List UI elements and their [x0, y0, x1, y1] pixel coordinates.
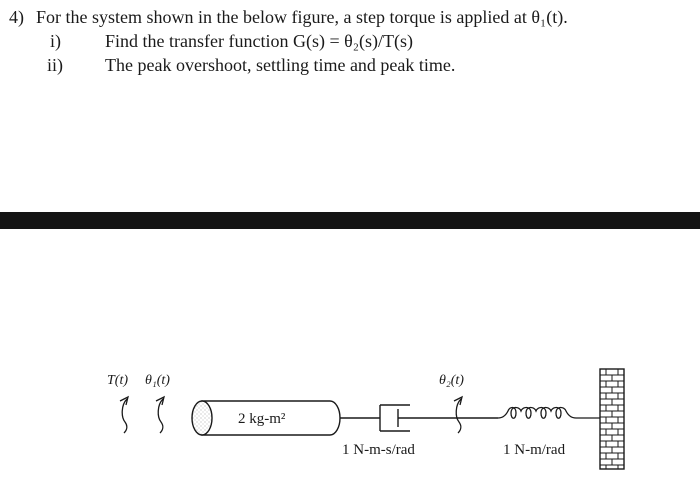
separator-bar: [0, 212, 700, 229]
torque-label: T(t): [107, 373, 128, 388]
question-number: 4): [9, 7, 24, 27]
question-block: [0, 0, 700, 90]
part-i-marker: i): [50, 31, 61, 51]
theta1-label: θ₁(t): [145, 373, 170, 388]
spring-label: 1 N-m/rad: [503, 442, 566, 458]
mechanical-system-figure: [0, 229, 700, 480]
question-text: For the system shown in the below figure, a step torque is applied at θ₁(t).: [36, 7, 568, 27]
damper-label: 1 N-m-s/rad: [342, 442, 415, 458]
damper-icon: [380, 405, 424, 431]
part-ii-marker: ii): [47, 55, 63, 75]
theta2-arrow-icon: [454, 397, 462, 433]
fixed-wall-icon: [600, 369, 624, 469]
part-ii-text: The peak overshoot, settling time and peak time.: [105, 55, 456, 75]
torque-arrow-icon: [120, 397, 128, 433]
theta1-arrow-icon: [156, 397, 164, 433]
part-i-text: Find the transfer function G(s) = θ₂(s)/T(s): [105, 31, 413, 51]
theta2-label: θ₂(t): [439, 373, 464, 388]
spring-icon: [498, 407, 600, 418]
inertia-label: 2 kg-m²: [238, 411, 286, 427]
